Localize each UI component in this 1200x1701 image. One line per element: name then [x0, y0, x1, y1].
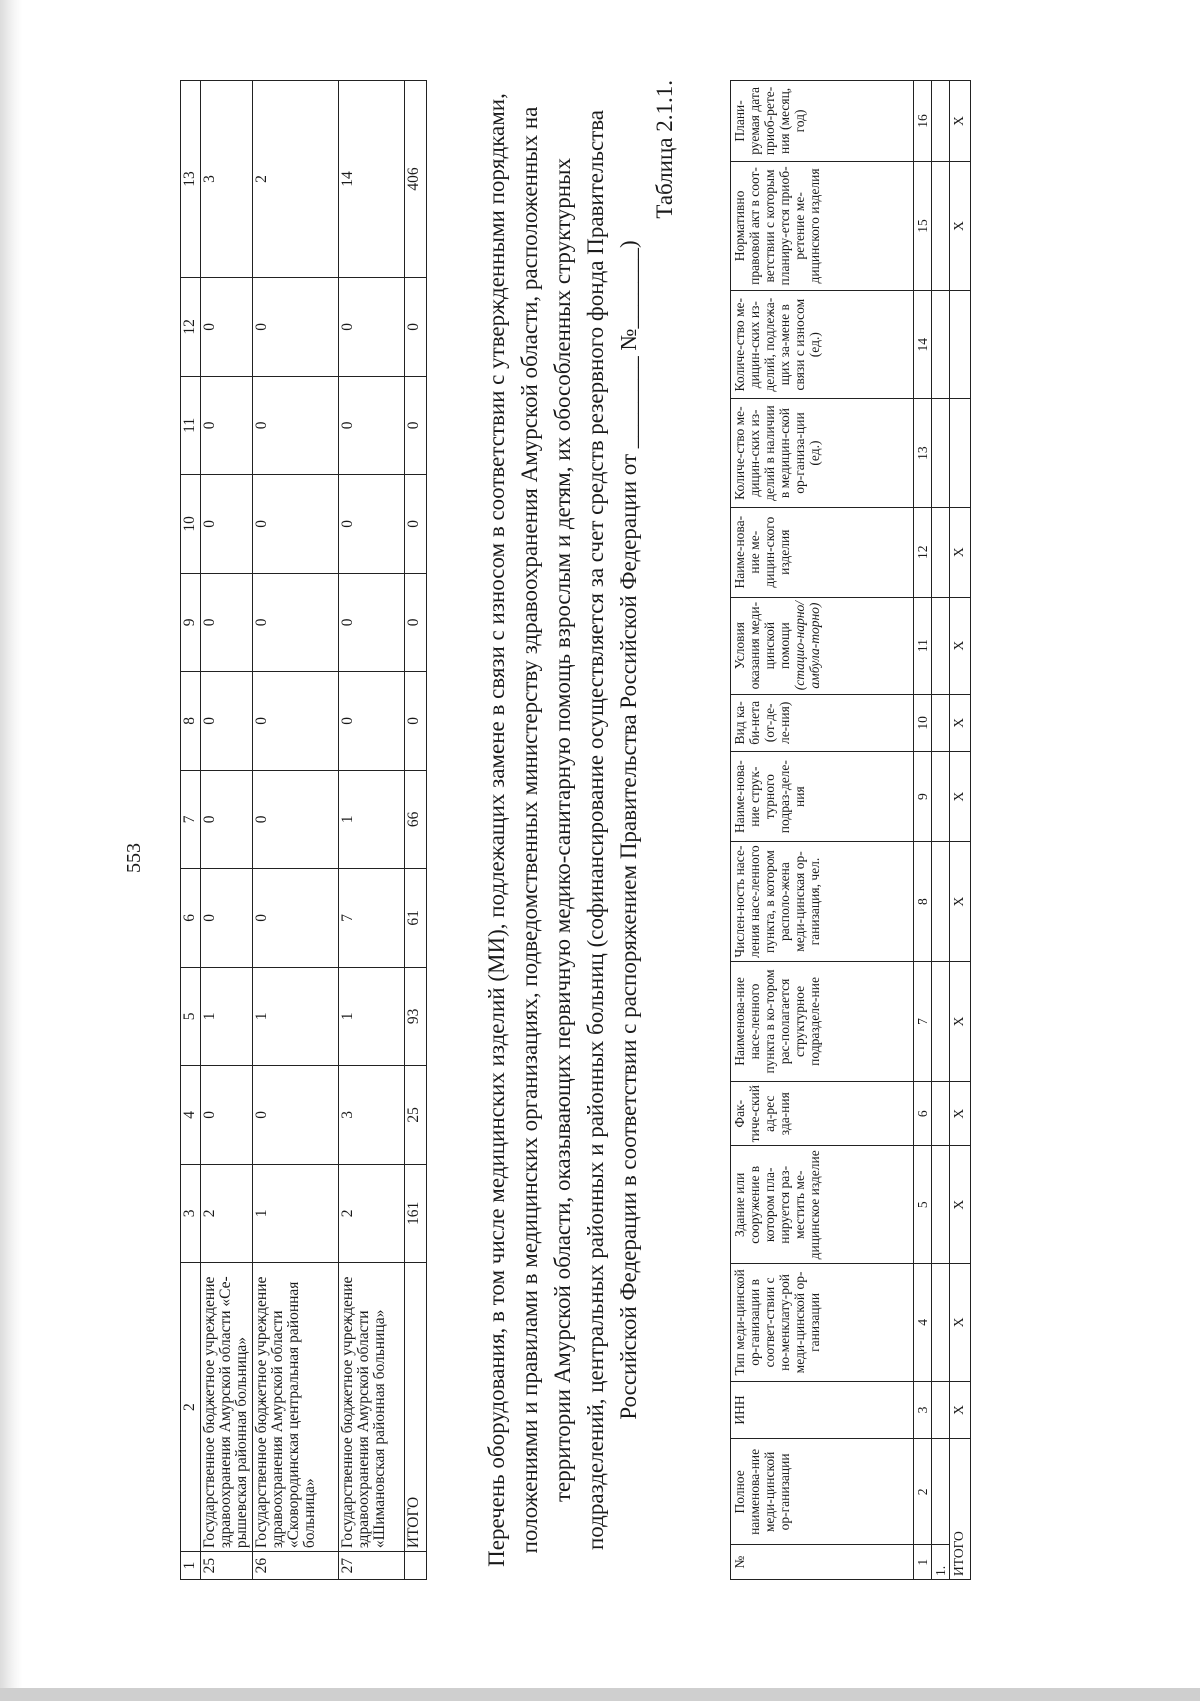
- cell: Х: [950, 694, 971, 752]
- cell: [932, 399, 950, 507]
- col-header: 9: [181, 573, 201, 672]
- cell: 2: [201, 1164, 253, 1263]
- cell: 0: [253, 278, 339, 377]
- bottom-table-block: [730, 80, 971, 1580]
- col-header: Количе-ство ме-дицин-ских из-делий в наличии в медицин-ской ор-ганиза-ции (ед.): [731, 399, 914, 507]
- col-header: 11: [181, 376, 201, 475]
- table-label: Таблица 2.1.1.: [652, 80, 677, 219]
- cell: [932, 1146, 950, 1264]
- col-number: 3: [914, 1381, 932, 1439]
- cell: 0: [339, 475, 405, 574]
- scan-shadow-left: [0, 0, 22, 1701]
- cell: 0: [339, 672, 405, 771]
- col-number: 12: [914, 507, 932, 597]
- cell: [932, 1439, 950, 1545]
- col-number: 14: [914, 291, 932, 399]
- col-number: 9: [914, 752, 932, 842]
- cell: [932, 1264, 950, 1382]
- row-number: 25: [201, 1552, 253, 1580]
- cell: [950, 399, 971, 507]
- cell: Х: [950, 507, 971, 597]
- table-row: [932, 81, 950, 1580]
- top-table-header-row: [181, 81, 201, 1580]
- cell: [932, 291, 950, 399]
- cell: 14: [339, 81, 405, 278]
- cell: 3: [339, 1066, 405, 1165]
- total-label: ИТОГО: [950, 1439, 971, 1580]
- cell: [932, 842, 950, 962]
- col-header: 1: [181, 1552, 201, 1580]
- col-header: Здание или сооружение в котором пла-нируется раз-местить ме-дицинское изделие: [731, 1146, 914, 1264]
- total-row: [405, 81, 427, 1580]
- cell: 25: [405, 1066, 427, 1165]
- cell: 66: [405, 770, 427, 869]
- col-header: ИНН: [731, 1381, 914, 1439]
- cell: 0: [253, 376, 339, 475]
- col-header: 8: [181, 672, 201, 771]
- table-row: [253, 81, 339, 1580]
- cell: [405, 1552, 427, 1580]
- col-number: 11: [914, 597, 932, 694]
- cell: Х: [950, 597, 971, 694]
- col-header: Плани-руемая дата приоб-рете-ния (месяц, год): [731, 81, 914, 162]
- row-number: 1.: [932, 1545, 950, 1580]
- cell: Х: [950, 1146, 971, 1264]
- col-header: Полное наименова-ние меди-цинской ор-ганизации: [731, 1439, 914, 1545]
- col-header-conditions: [731, 597, 914, 694]
- cell: 0: [405, 278, 427, 377]
- col-number: 1: [914, 1545, 932, 1580]
- col-header: 3: [181, 1164, 201, 1263]
- cell: 0: [339, 278, 405, 377]
- cell: 0: [201, 475, 253, 574]
- col-header: Фак-тиче-ский ад-рес зда-ния: [731, 1081, 914, 1146]
- col-header: №: [731, 1545, 914, 1580]
- cell: 0: [253, 1066, 339, 1165]
- org-name: Государственное бюджетное учреждение здравоохранения Амурской области «Се-рышевская районная больница»: [201, 1263, 253, 1552]
- table-row: [339, 81, 405, 1580]
- cell: [932, 597, 950, 694]
- row-number: 27: [339, 1552, 405, 1580]
- cell: Х: [950, 81, 971, 162]
- cell: 0: [201, 869, 253, 968]
- conditions-text: Условия оказания меди-цинской помощи: [732, 601, 792, 690]
- cell: 0: [253, 573, 339, 672]
- cell: 1: [201, 967, 253, 1066]
- col-header: 6: [181, 869, 201, 968]
- cell: [932, 81, 950, 162]
- col-header: 4: [181, 1066, 201, 1165]
- col-number: 4: [914, 1264, 932, 1382]
- conditions-italic: (стацио-нарно/ амбула-торно): [792, 600, 822, 691]
- cell: 1: [339, 770, 405, 869]
- table-row: [201, 81, 253, 1580]
- cell: [932, 752, 950, 842]
- cell: 1: [253, 967, 339, 1066]
- bottom-table: [730, 80, 971, 1580]
- col-number: 8: [914, 842, 932, 962]
- col-header: Вид ка-би-нета (от-де-ле-ния): [731, 694, 914, 752]
- cell: [932, 507, 950, 597]
- col-header: 7: [181, 770, 201, 869]
- col-header: Наименова-ние насе-ленного пункта в ко-тором рас-полагается структурное подразделе-ние: [731, 962, 914, 1082]
- cell: 61: [405, 869, 427, 968]
- col-number: 15: [914, 161, 932, 290]
- top-table: [180, 80, 427, 1580]
- col-header: Наиме-нова-ние струк-турного подраз-деле-ния: [731, 752, 914, 842]
- cell: 0: [253, 869, 339, 968]
- cell: 0: [405, 573, 427, 672]
- cell: Х: [950, 161, 971, 290]
- cell: 93: [405, 967, 427, 1066]
- col-header: 13: [181, 81, 201, 278]
- org-name: Государственное бюджетное учреждение здравоохранения Амурской области «Шимановская районная больница»: [339, 1263, 405, 1552]
- cell: 0: [339, 573, 405, 672]
- cell: 0: [201, 770, 253, 869]
- total-label: ИТОГО: [405, 1263, 427, 1552]
- org-name: Государственное бюджетное учреждение здравоохранения Амурской области «Сковородинская центральная районная больница»: [253, 1263, 339, 1552]
- col-number: 2: [914, 1439, 932, 1545]
- cell: Х: [950, 1081, 971, 1146]
- col-header: 5: [181, 967, 201, 1066]
- cell: 2: [253, 81, 339, 278]
- heading-block: [480, 80, 679, 1580]
- col-header: Тип меди-цинской ор-ганизации в соответ-ствии с но-менклату-рой меди-цинской ор-ганизации: [731, 1264, 914, 1382]
- cell: 0: [253, 475, 339, 574]
- cell: [950, 291, 971, 399]
- cell: 0: [201, 376, 253, 475]
- scan-shadow-bottom: [0, 1688, 1200, 1701]
- cell: [932, 1081, 950, 1146]
- cell: 0: [253, 672, 339, 771]
- cell: 3: [201, 81, 253, 278]
- col-header: 2: [181, 1263, 201, 1552]
- cell: 0: [339, 376, 405, 475]
- cell: Х: [950, 962, 971, 1082]
- top-table-block: [180, 80, 427, 1580]
- cell: 0: [201, 278, 253, 377]
- col-number: 5: [914, 1146, 932, 1264]
- cell: [932, 962, 950, 1082]
- list-heading: Перечень оборудования, в том числе медицинских изделий (МИ), подлежащих замене в связи с износом в соответствии с утвержденными порядками, положениями и правилами в медицинских организациях, подведомственных министерству здравоохранения Амурской области, расположенных на территории Амурской области, оказывающих первичную медико-санитарную помощь взрослым и детям, их обособленных структурных подразделений, центральных районных и районных больниц (софинансирование осуществляется за счет средств резервного фонда Правительства Российской Федерации в соответствии с распоряжением Правительства Российской Федерации от ________ №_______): [484, 93, 641, 1567]
- cell: 0: [201, 1066, 253, 1165]
- col-number: 16: [914, 81, 932, 162]
- cell: 7: [339, 869, 405, 968]
- col-header: Нормативно правовой акт в соот-ветствии с которым планиру-ется приоб-ретение ме-дицинского изделия: [731, 161, 914, 290]
- col-header: Наиме-нова-ние ме-дицин-ского изделия: [731, 507, 914, 597]
- cell: 0: [201, 672, 253, 771]
- col-header: Количе-ство ме-дицин-ских из-делий, подлежа-щих за-мене в связи с износом (ед.): [731, 291, 914, 399]
- cell: 406: [405, 81, 427, 278]
- cell: 1: [253, 1164, 339, 1263]
- col-number: 13: [914, 399, 932, 507]
- cell: 0: [405, 376, 427, 475]
- cell: Х: [950, 842, 971, 962]
- col-header: 12: [181, 278, 201, 377]
- column-number-row: [914, 81, 932, 1580]
- row-number: 26: [253, 1552, 339, 1580]
- col-header: Числен-ность насе-ления насе-ленного пункта, в котором располо-жена меди-цинская ор-ганизация, чел.: [731, 842, 914, 962]
- cell: Х: [950, 752, 971, 842]
- cell: 1: [339, 967, 405, 1066]
- total-row: [950, 81, 971, 1580]
- cell: 0: [201, 573, 253, 672]
- col-header: 10: [181, 475, 201, 574]
- cell: [932, 161, 950, 290]
- cell: Х: [950, 1264, 971, 1382]
- cell: 161: [405, 1164, 427, 1263]
- page-number: 553: [123, 843, 145, 873]
- cell: 2: [339, 1164, 405, 1263]
- cell: 0: [253, 770, 339, 869]
- bottom-table-header-row: [731, 81, 914, 1580]
- col-number: 10: [914, 694, 932, 752]
- cell: [932, 694, 950, 752]
- cell: 0: [405, 672, 427, 771]
- col-number: 6: [914, 1081, 932, 1146]
- cell: 0: [405, 475, 427, 574]
- col-number: 7: [914, 962, 932, 1082]
- cell: Х: [950, 1381, 971, 1439]
- cell: [932, 1381, 950, 1439]
